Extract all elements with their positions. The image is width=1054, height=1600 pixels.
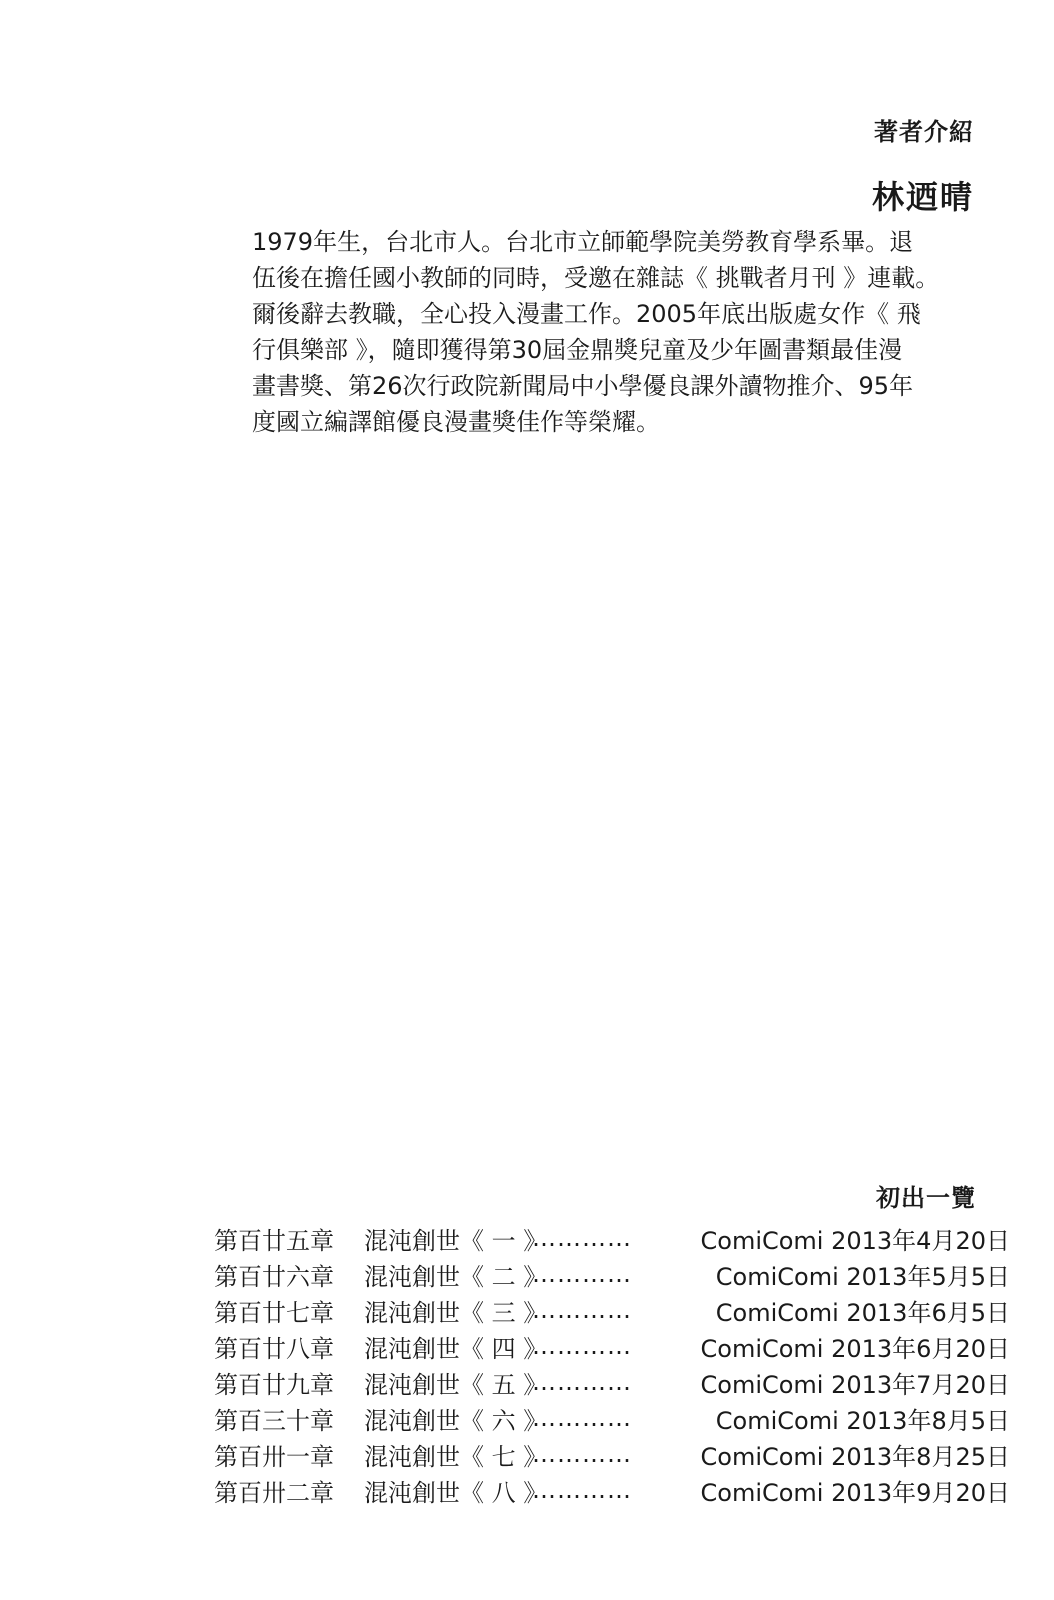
publication-source-date: ComiComi 2013年6月20日 [700,1334,1010,1363]
publication-source-date: ComiComi 2013年8月25日 [700,1442,1010,1471]
publication-source-date: ComiComi 2013年7月20日 [700,1370,1010,1399]
publication-source-date: ComiComi 2013年9月20日 [700,1478,1010,1507]
chapter-number: 第百廿七章 [214,1298,334,1327]
publication-entry [214,1256,1010,1292]
author-name: 林迺晴 [871,178,974,216]
publication-list [214,1220,1010,1508]
chapter-title: 混沌創世《 一 》 [364,1226,548,1255]
bio-line: 度國立編譯館優良漫畫獎佳作等榮耀。 [252,408,660,436]
author-bio [252,224,992,440]
leader-dots: ………… [532,1224,632,1252]
publication-list-heading: 初出一覽 [876,1184,976,1212]
bio-line: 伍後在擔任國小教師的同時，受邀在雜誌《 挑戰者月刊 》連載。 [252,264,940,292]
chapter-number: 第百卅二章 [214,1478,334,1507]
publication-entry [214,1220,1010,1256]
chapter-number: 第百三十章 [214,1406,334,1435]
publication-source-date: ComiComi 2013年4月20日 [700,1226,1010,1255]
chapter-number: 第百廿六章 [214,1262,334,1291]
chapter-title: 混沌創世《 八 》 [364,1478,548,1507]
leader-dots: ………… [532,1296,632,1324]
chapter-number: 第百卅一章 [214,1442,334,1471]
author-section-heading: 著者介紹 [874,118,974,146]
publication-entry [214,1328,1010,1364]
publication-entry [214,1292,1010,1328]
publication-entry [214,1472,1010,1508]
publication-source-date: ComiComi 2013年6月5日 [715,1298,1010,1327]
publication-entry [214,1400,1010,1436]
bio-line: 畫書獎、第26次行政院新聞局中小學優良課外讀物推介、95年 [252,372,914,400]
leader-dots: ………… [532,1440,632,1468]
publication-source-date: ComiComi 2013年8月5日 [715,1406,1010,1435]
chapter-title: 混沌創世《 四 》 [364,1334,548,1363]
publication-entry [214,1364,1010,1400]
leader-dots: ………… [532,1260,632,1288]
chapter-number: 第百廿五章 [214,1226,334,1255]
bio-line: 行俱樂部 》，隨即獲得第30屆金鼎獎兒童及少年圖書類最佳漫 [252,336,903,364]
publication-entry [214,1436,1010,1472]
leader-dots: ………… [532,1476,632,1504]
bio-line: 1979年生，台北市人。台北市立師範學院美勞教育學系畢。退 [252,228,914,256]
leader-dots: ………… [532,1404,632,1432]
chapter-title: 混沌創世《 七 》 [364,1442,548,1471]
leader-dots: ………… [532,1332,632,1360]
leader-dots: ………… [532,1368,632,1396]
chapter-number: 第百廿九章 [214,1370,334,1399]
chapter-title: 混沌創世《 三 》 [364,1298,548,1327]
chapter-title: 混沌創世《 五 》 [364,1370,548,1399]
publication-source-date: ComiComi 2013年5月5日 [715,1262,1010,1291]
chapter-number: 第百廿八章 [214,1334,334,1363]
chapter-title: 混沌創世《 二 》 [364,1262,548,1291]
bio-line: 爾後辭去教職，全心投入漫畫工作。2005年底出版處女作《 飛 [252,300,921,328]
chapter-title: 混沌創世《 六 》 [364,1406,548,1435]
